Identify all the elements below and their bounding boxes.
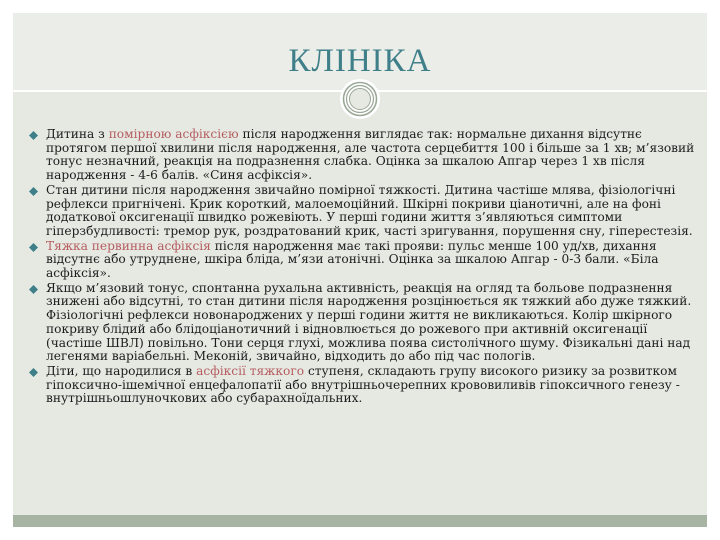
highlighted-term: Тяжка первинна асфіксія: [46, 238, 211, 253]
slide-title: КЛІНІКА: [288, 43, 432, 79]
bullet-text: Стан дитини після народження звичайно помірної тяжкості. Дитина частіше млява, фізіологічні рефлекси пригнічені. Крик короткий, малоемоційний. Шкірні покриви ціанотичні, але на фоні додаткової оксигенації швидко рожевіють. У перші години життя з’являються симптоми гіперзбудливості: тремор рук, роздратований крик, часті зригування, порушення сну, гіперестезія.: [46, 182, 693, 238]
bullet-item: [23, 365, 698, 406]
bullet-text: Діти, що народилися в: [46, 363, 197, 378]
bullet-item: [23, 184, 698, 239]
bullet-text: після народження виглядає так: нормальне дихання відсутнє протягом першої хвилини після народження, але частота серцебиття 100 і більше за 1 хв; м’язовий тонус незначний, реакція на подразнення слабка. Оцінка за шкалою Апгар через 1 хв після народження - 4-6 балів. «Синя асфіксія».: [46, 127, 695, 183]
bottom-bar: [13, 515, 707, 527]
bullet-text: Дитина з: [46, 127, 109, 141]
diamond-bullet-icon: [29, 243, 38, 252]
highlighted-term: помірною асфіксією: [108, 127, 239, 141]
circle-ornament-icon: [339, 78, 381, 120]
bullet-text: Якщо м’язовий тонус, спонтанна рухальна активність, реакція на огляд та больове подразнення знижені або відсутні, то стан дитини після народження розцінюється як тяжкий або дуже тяжкий. Фізіологічні рефлекси новонароджених у перші години життя не викликаються. Колір шкірного покриву блідий або блідоціанотичний і відновлюється до рожевого при активній оксигенації (частіше ШВЛ) повільно. Тони серця глухі, можлива поява систолічного шуму. Фізикальні дані над легенями варіабельні. Меконій, звичайно, відходить до або під час пологів.: [46, 280, 692, 364]
bullet-text: після народження має такі прояви: пульс менше 100 уд/хв, дихання відсутнє або утруднене, шкіра бліда, м’язи атонічні. Оцінка за шкалою Апгар - 0-3 бали. «Біла асфіксія».: [46, 238, 659, 281]
highlighted-term: асфіксії тяжкого: [196, 363, 305, 378]
bullet-item: [23, 240, 698, 281]
slide: [13, 13, 707, 527]
diamond-bullet-icon: [29, 131, 38, 140]
diamond-bullet-icon: [29, 187, 38, 196]
diamond-bullet-icon: [29, 285, 38, 294]
bullet-text: ступеня, складають групу високого ризику за розвитком гіпоксично-ішемічної енцефалопатії або внутрішньочерепних крововиливів гіпоксичного генезу - внутрішньошлуночкових або субарахноїдальних.: [46, 363, 680, 406]
bullet-item: [23, 128, 698, 183]
diamond-bullet-icon: [29, 368, 38, 377]
bullet-list: [23, 128, 698, 407]
bullet-item: [23, 282, 698, 364]
